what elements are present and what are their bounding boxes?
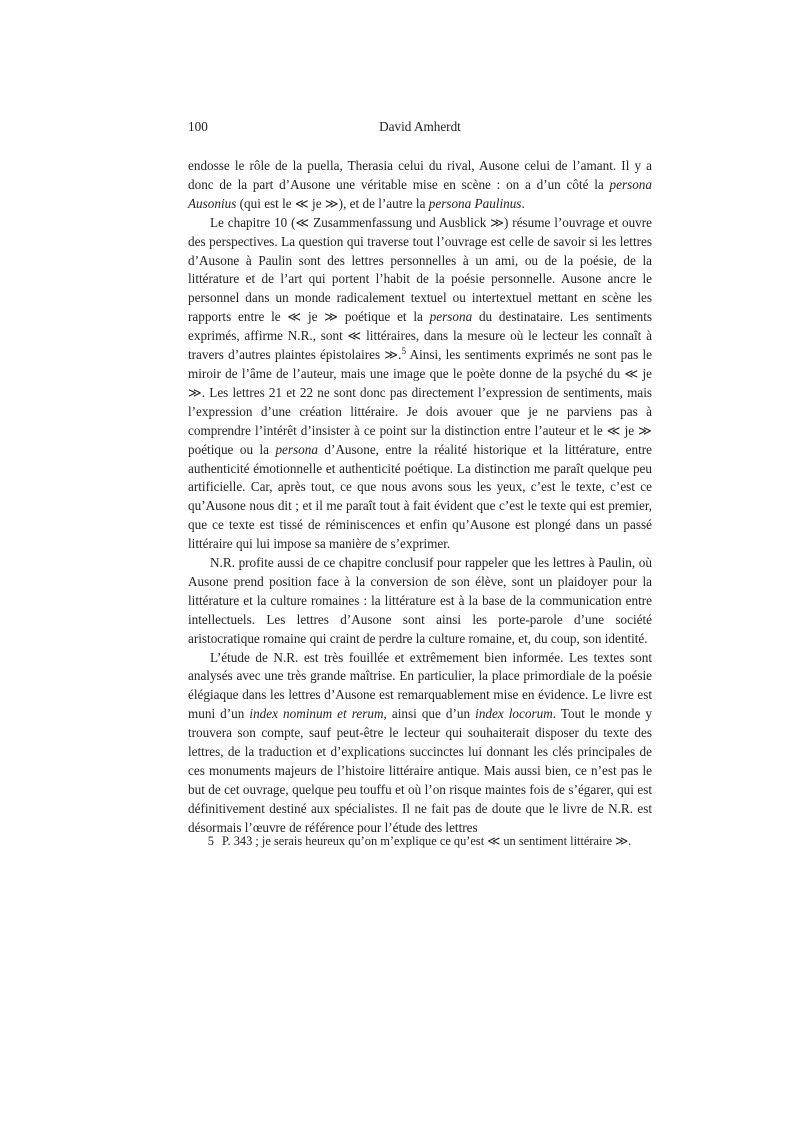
italic-term: index nominum et rerum bbox=[249, 706, 384, 722]
italic-term: persona Ausonius bbox=[188, 176, 652, 211]
text-run: L’étude de N.R. est très fouillée et extrêmement bien informée. Les textes sont analysés avec une très grande maîtrise. En particulier, la place primordiale de la poésie élégiaque dans les lettres d’Ausone est remarquablement mise en évidence. Le livre est muni d’un bbox=[188, 649, 652, 722]
text-run: . Tout le monde y trouvera son compte, sauf peut-être le lecteur qui souhaiterait disposer du texte des lettres, de la traduction et d’explications succinctes lui donnant les clés principales de ces monuments majeurs de l’histoire littéraire antique. Mais aussi bien, ce n’est pas le but de cet ouvrage, quelque peu touffu et où l’on risque maintes fois de s’égarer, qui est définitivement destiné aux spécialistes. Il ne fait pas de doute que le livre de N.R. est désormais l’œuvre de référence pour l’étude des lettres bbox=[188, 706, 653, 835]
footnote-marker[interactable]: 5 bbox=[401, 345, 407, 356]
text-run: d’Ausone, entre la réalité historique et la littérature, entre authenticité émotionnelle et authenticité poétique. La distinction me paraît quelque peu artificielle. Car, après tout, ce que nous avons sous les yeux, c’est le texte, c’est ce qu’Ausone nous dit ; et il me paraît tout à fait évident que c’est le texte qui est premier, que ce texte est tissé de réminiscences et enfin qu’Ausone est plongé dans un passé littéraire qui lui impose sa manière de s’exprimer. bbox=[188, 441, 653, 552]
footnote bbox=[188, 833, 652, 849]
running-head: David Amherdt bbox=[379, 119, 461, 134]
text-run: endosse le rôle de la puella, Therasia celui du rival, Ausone celui de l’amant. Il y a donc de la part d’Ausone une véritable mise en scène : on a d’un côté la bbox=[188, 158, 652, 192]
text-run: . bbox=[521, 195, 525, 211]
text-run: Ainsi, les sentiments exprimés ne sont pas le miroir de l’âme de l’auteur, mais une image que le poète donne de la psyché du ≪ je ≫. Les lettres 21 et 22 ne sont donc pas directement l’expression de sentiments, mais l’expression d’une création littéraire. Je dois avouer que je ne parviens pas à comprendre l’intérêt d’insister à ce point sur la distinction entre l’auteur et le ≪ je ≫ poétique ou la bbox=[188, 347, 652, 457]
text-run: du destinataire. Les sentiments exprimés, affirme N.R., sont ≪ littéraires, dans la mesure où le lecteur les connaît à travers d’autres plaintes épistolaires ≫. bbox=[188, 309, 652, 363]
paragraph-3: N.R. profite aussi de ce chapitre conclusif pour rappeler que les lettres à Paulin, où Ausone prend position face à la conversion de son élève, sont un plaidoyer pour la littérature et la culture romaines : la littérature est à la base de la communication entre intellectuels. Les lettres d’Ausone sont ainsi les porte-parole d’une société aristocratique romaine qui craint de perdre la culture romaine, et, du coup, son identité. bbox=[188, 555, 652, 646]
paragraph-2 bbox=[188, 214, 652, 554]
body-text bbox=[188, 157, 652, 838]
page-number: 100 bbox=[188, 119, 208, 134]
italic-term: persona bbox=[275, 441, 318, 457]
footnote-number: 5 bbox=[207, 834, 214, 848]
text-run: , ainsi que d’un bbox=[383, 706, 476, 722]
italic-term: persona bbox=[429, 309, 473, 325]
text-run: (qui est le ≪ je ≫), et de l’autre la bbox=[236, 195, 429, 211]
italic-term: persona Paulinus bbox=[428, 195, 522, 211]
footnote-text: P. 343 ; je serais heureux qu’on m’explique ce qu’est ≪ un sentiment littéraire ≫. bbox=[222, 834, 632, 848]
text-run: Le chapitre 10 (≪ Zusammenfassung und Ausblick ≫) résume l’ouvrage et ouvre des perspectives. La question qui traverse tout l’ouvrage est celle de savoir si les lettres d’Ausone à Paulin sont des lettres personnelles à un ami, ou de la poésie, de la littérature et de l’art qui portent l’habit de la poésie personnelle. Ausone ancre le personnel dans un monde radicalement textuel ou intertextuel mettant en scène les rapports entre le ≪ je ≫ poétique et la bbox=[188, 214, 652, 325]
paragraph-1 bbox=[188, 157, 652, 214]
paragraph-4 bbox=[188, 649, 652, 838]
italic-term: index locorum bbox=[475, 706, 553, 722]
